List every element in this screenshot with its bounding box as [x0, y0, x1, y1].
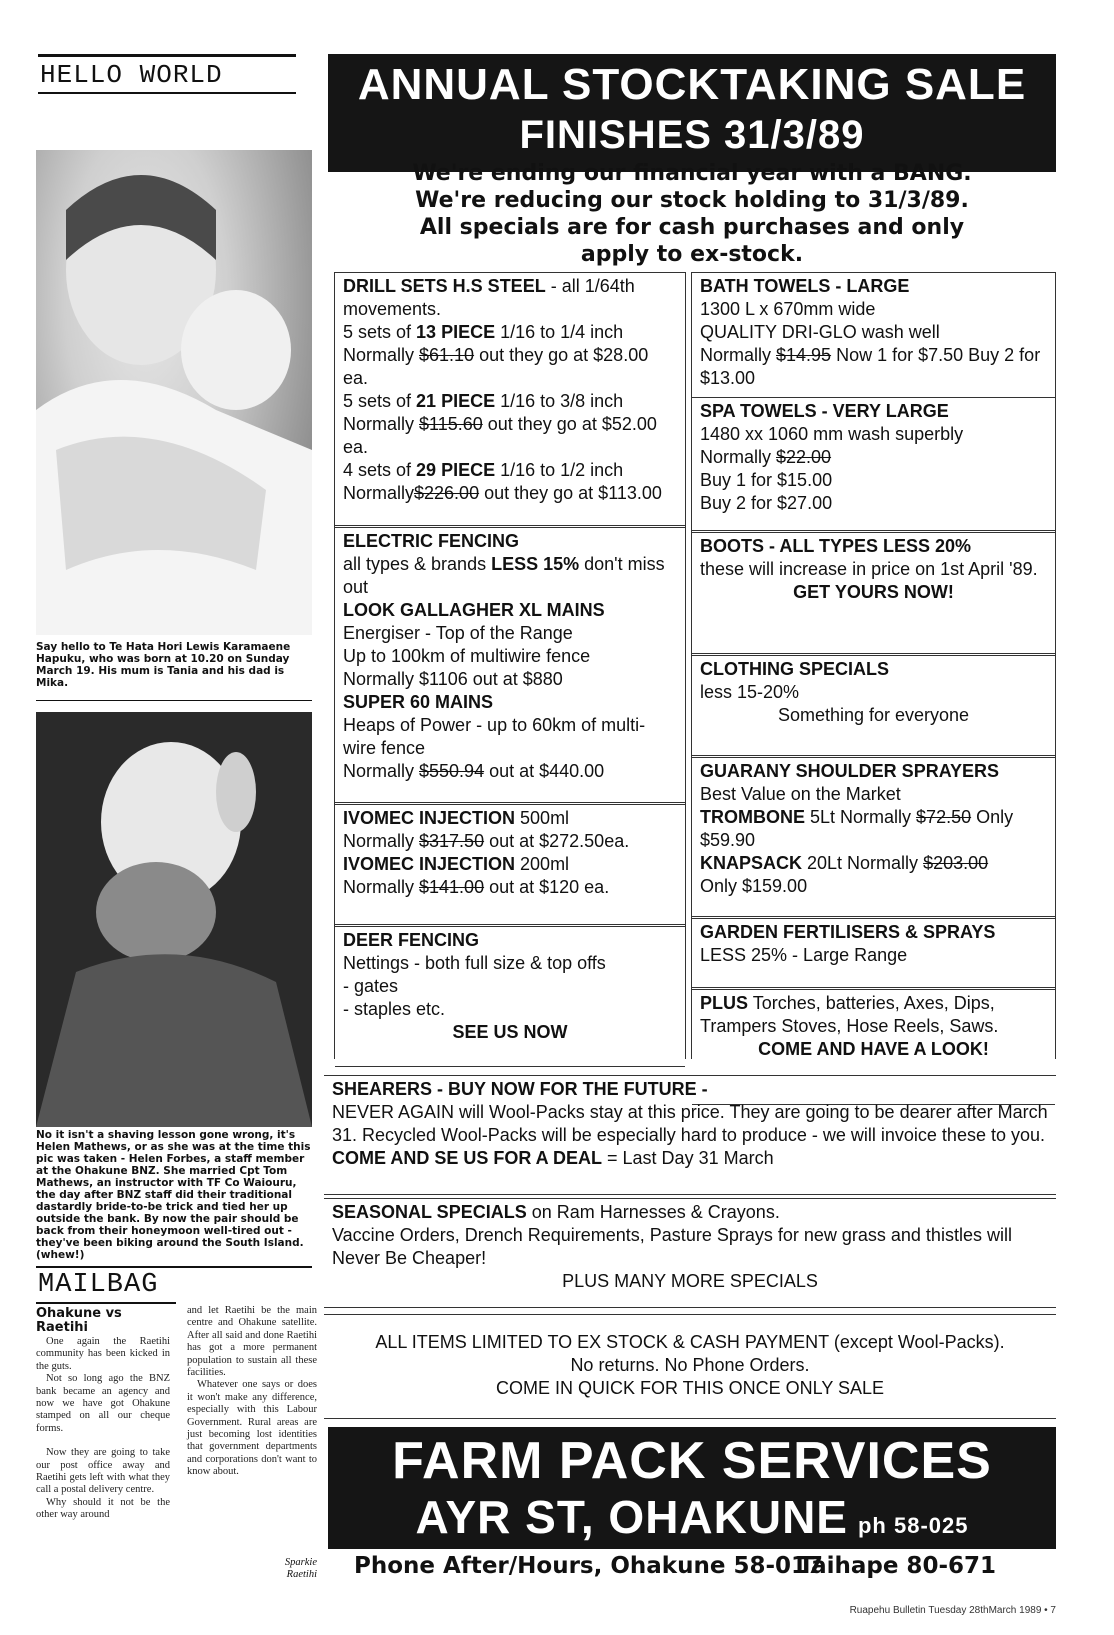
letter-paragraph: Whatever one says or does it won't make any difference, especially with this Labour Government. Rural areas are just becoming lost identities that government departments and corporations don't want to know about.: [187, 1379, 317, 1478]
deer-fencing-item: [335, 924, 685, 1067]
fencing-title: ELECTRIC FENCING: [343, 531, 520, 551]
intro-line: apply to ex-stock.: [580, 242, 804, 267]
letter-paragraph: Why should it not be the other way around: [36, 1496, 170, 1521]
limits-text: (except Wool-Packs).: [828, 1332, 1005, 1352]
seasonal-line: Vaccine Orders, Drench Requirements, Pasture Sprays for new grass and thistles will Never Be Cheaper!: [332, 1225, 1012, 1268]
mailbag-underline: [36, 1302, 176, 1304]
old-price: $22.00: [776, 447, 832, 467]
spa-price: Buy 2 for $27.00: [700, 493, 833, 513]
page-footer: Ruapehu Bulletin Tuesday 28thMarch 1989 • 7: [849, 1605, 1056, 1616]
drill-set-text: 1/16 to 3/8 inch: [495, 391, 624, 411]
garden-line: LESS 25% - Large Range: [700, 945, 908, 965]
electric-fencing-item: [335, 525, 685, 802]
limits-box: [324, 1314, 1056, 1419]
limits-title: ALL ITEMS LIMITED TO EX STOCK & CASH PAYMENT: [375, 1332, 829, 1352]
trombone-label: TROMBONE: [700, 807, 805, 827]
clothing-item: [692, 653, 1055, 755]
boots-title: BOOTS - ALL TYPES LESS 20%: [700, 536, 972, 556]
intro-line: We're reducing our stock holding to 31/3/89.: [415, 188, 969, 213]
super60-title: SUPER 60 MAINS: [343, 692, 494, 712]
gallagher-line: Energiser - Top of the Range: [343, 623, 573, 643]
spa-line: 1480 xx 1060 mm wash superbly: [700, 424, 964, 444]
fencing-text: all types & brands: [343, 554, 492, 574]
drill-set-text: 5 sets of: [343, 322, 417, 342]
drill-set-text: 5 sets of: [343, 391, 417, 411]
letter-paragraph: Now they are going to take our post office away and Raetihi gets left with what they call a postal delivery centre.: [36, 1447, 170, 1496]
ivomec-item: [335, 802, 685, 924]
baby-photo: [36, 150, 312, 635]
old-price: $141.00: [419, 877, 485, 897]
store-phone: ph 58-025: [857, 1513, 969, 1538]
old-price: $317.50: [419, 831, 485, 851]
sale-intro: [328, 160, 1056, 268]
mailbag-heading: MAILBAG: [38, 1270, 159, 1300]
deer-line: - gates: [343, 976, 399, 996]
letter-column-2: [187, 1305, 317, 1479]
intro-line: We're ending our financial year with a BANG.: [412, 161, 972, 186]
limits-line: No returns. No Phone Orders.: [570, 1355, 810, 1375]
drill-sets-item: [335, 272, 685, 525]
mailbag-top-rule: [36, 1266, 312, 1268]
normally-label: Normally: [700, 345, 777, 365]
clothing-title: CLOTHING SPECIALS: [700, 659, 890, 679]
sale-price: out they go at $113.00: [479, 483, 662, 503]
sale-price: out at $120 ea.: [484, 877, 610, 897]
plus-cta: COME AND HAVE A LOOK!: [758, 1039, 989, 1059]
hello-underline: [38, 92, 296, 94]
old-price: $115.60: [419, 414, 483, 434]
seasonal-title: SEASONAL SPECIALS: [332, 1202, 527, 1222]
hello-top-rule: [38, 54, 296, 57]
hello-world-heading: HELLO WORLD: [40, 60, 223, 90]
signature-name: Sparkie: [284, 1557, 317, 1568]
shearers-body: NEVER AGAIN will Wool-Packs stay at this price. They are going to be dearer after March 31. Recycled Wool-Packs will be especially hard to produce - we will invoice these to you.: [332, 1102, 1048, 1145]
bride-photo: [36, 712, 312, 1127]
spa-title: SPA TOWELS - VERY LARGE: [700, 401, 949, 421]
letter-column-1: [36, 1336, 170, 1522]
drill-set-size: 13 PIECE: [416, 322, 496, 342]
seasonal-more: PLUS MANY MORE SPECIALS: [562, 1271, 818, 1291]
garden-title: GARDEN FERTILISERS & SPRAYS: [700, 922, 996, 942]
old-price: $61.10: [419, 345, 475, 365]
gallagher-line: Up to 100km of multiwire fence: [343, 646, 591, 666]
clothing-line: Something for everyone: [777, 705, 970, 725]
spa-price: Buy 1 for $15.00: [700, 470, 833, 490]
gallagher-price: Normally $1106 out at $880: [343, 669, 563, 689]
ivomec-title: IVOMEC INJECTION: [343, 808, 516, 828]
seasonal-text: on Ram Harnesses & Crayons.: [526, 1202, 780, 1222]
garden-item: [692, 916, 1055, 987]
banner-subtitle: FINISHES 31/3/89: [519, 113, 865, 157]
super60-line: Heaps of Power - up to 60km of multi-wire fence: [343, 715, 646, 758]
sale-price: out at $272.50ea.: [484, 831, 630, 851]
letter-heading: Ohakune vs Raetihi: [36, 1306, 122, 1335]
sprayers-item: [692, 755, 1055, 916]
drill-set-text: 1/16 to 1/2 inch: [495, 460, 624, 480]
normally-label: Normally: [343, 414, 420, 434]
bride-photo-caption: No it isn't a shaving lesson gone wrong, it's Helen Mathews, or as she was at the time this pic was taken - Helen Forbes, a staff member at the Ohakune BNZ. She married Cpt Tom Mathews, an instructor with TF Co Waiouru, the day after BNZ staff did their traditional dastardly bride-to-be trick and tied her up outside the bank. By now the pair should be back from their honeymoon well-tired out - they've been biking around the South Island. (whew!): [36, 1129, 311, 1261]
sprayers-text: 5Lt Normally: [805, 807, 917, 827]
shearers-cta-date: = Last Day 31 March: [602, 1148, 774, 1168]
drill-desc: - all 1/64th movements.: [343, 276, 635, 319]
signature-place: Raetihi: [286, 1569, 317, 1580]
sale-price: Now 1 for $7.50 Buy 2 for $13.00: [700, 345, 1041, 388]
ivomec-title: IVOMEC INJECTION: [343, 854, 516, 874]
plus-text: Torches, batteries, Axes, Dips, Trampers Stoves, Hose Reels, Saws.: [700, 993, 999, 1036]
right-items-column: [691, 272, 1056, 1059]
old-price: $550.94: [419, 761, 485, 781]
boots-item: [692, 530, 1055, 653]
farm-pack-banner: [328, 1427, 1056, 1549]
normally-label: Normally: [343, 761, 420, 781]
fencing-discount: LESS 15%: [491, 554, 580, 574]
seasonal-box: [324, 1198, 1056, 1308]
normally-label: Normally: [343, 831, 420, 851]
sprayers-text: 20Lt Normally: [802, 853, 924, 873]
clothing-line: less 15-20%: [700, 682, 800, 702]
shearers-cta: COME AND SE US FOR A DEAL: [332, 1148, 603, 1168]
old-price: $72.50: [916, 807, 972, 827]
shearers-box: [324, 1075, 1056, 1195]
limits-cta: COME IN QUICK FOR THIS ONCE ONLY SALE: [495, 1378, 885, 1398]
baby-photo-illustration: [36, 150, 312, 635]
store-address-line: [328, 1491, 1056, 1552]
sprayers-title: GUARANY SHOULDER SPRAYERS: [700, 761, 1000, 781]
normally-label: Normally: [700, 447, 777, 467]
plus-label: PLUS: [700, 993, 749, 1013]
spa-towels-item: [692, 397, 1055, 530]
gallagher-title: LOOK GALLAGHER XL MAINS: [343, 600, 605, 620]
deer-line: - staples etc.: [343, 999, 446, 1019]
normally-label: Normally: [343, 345, 420, 365]
letter-paragraph: Not so long ago the BNZ bank became an agency and now we have got Ohakune stamped on all our cheque forms.: [36, 1373, 170, 1434]
store-address: AYR ST, OHAKUNE: [415, 1491, 848, 1543]
old-price: $14.95: [776, 345, 832, 365]
after-hours-line: [330, 1553, 1056, 1579]
sale-price: Only $59.90: [700, 807, 1014, 850]
intro-line: All specials are for cash purchases and only: [419, 215, 965, 240]
letter-paragraph: One again the Raetihi community has been kicked in the guts.: [36, 1336, 170, 1372]
bath-line: QUALITY DRI-GLO wash well: [700, 322, 940, 342]
banner-title: ANNUAL STOCKTAKING SALE: [357, 60, 1027, 109]
letter-paragraph: and let Raetihi be the main centre and Ohakune satellite. After all said and done Raetihi has got a more permanent population to sustain all these facilities.: [187, 1305, 317, 1379]
old-price: $203.00: [923, 853, 989, 873]
taihape-phone: Taihape 80-671: [798, 1553, 996, 1579]
ivomec-size: 200ml: [515, 854, 570, 874]
bath-title: BATH TOWELS - LARGE: [700, 276, 910, 296]
drill-set-text: 4 sets of: [343, 460, 417, 480]
sale-banner: [328, 54, 1056, 172]
deer-line: Nettings - both full size & top offs: [343, 953, 606, 973]
drill-set-size: 29 PIECE: [416, 460, 496, 480]
left-items-column: [334, 272, 686, 1059]
boots-line: these will increase in price on 1st April '89.: [700, 559, 1038, 579]
after-hours-phone: Phone After/Hours, Ohakune 58-017: [354, 1553, 824, 1579]
normally-label: Normally: [343, 483, 415, 503]
deer-title: DEER FENCING: [343, 930, 480, 950]
boots-cta: GET YOURS NOW!: [793, 582, 954, 602]
ivomec-size: 500ml: [515, 808, 570, 828]
drill-title: DRILL SETS H.S STEEL: [343, 276, 546, 296]
drill-set-text: 1/16 to 1/4 inch: [495, 322, 624, 342]
bride-photo-illustration: [36, 712, 312, 1127]
sale-price: out they go at $52.00 ea.: [343, 414, 657, 457]
normally-label: Normally: [343, 877, 420, 897]
knapsack-label: KNAPSACK: [700, 853, 803, 873]
sale-price: Only $159.00: [700, 876, 808, 896]
sprayers-line: Best Value on the Market: [700, 784, 901, 804]
shearers-title: SHEARERS - BUY NOW FOR THE FUTURE -: [332, 1079, 708, 1099]
sale-price: out at $440.00: [484, 761, 605, 781]
caption-divider: [36, 700, 312, 701]
bath-towels-item: [692, 272, 1055, 397]
old-price: $226.00: [414, 483, 480, 503]
deer-cta: SEE US NOW: [452, 1022, 568, 1042]
bath-line: 1300 L x 670mm wide: [700, 299, 876, 319]
fencing-text: don't miss out: [343, 554, 665, 597]
store-name: FARM PACK SERVICES: [392, 1432, 992, 1490]
sale-price: out they go at $28.00 ea.: [343, 345, 649, 388]
baby-photo-caption: Say hello to Te Hata Hori Lewis Karamaene Hapuku, who was born at 10.20 on Sunday March 19. His mum is Tania and his dad is Mika.: [36, 641, 291, 689]
letter-signature: [187, 1557, 317, 1581]
drill-set-size: 21 PIECE: [416, 391, 496, 411]
